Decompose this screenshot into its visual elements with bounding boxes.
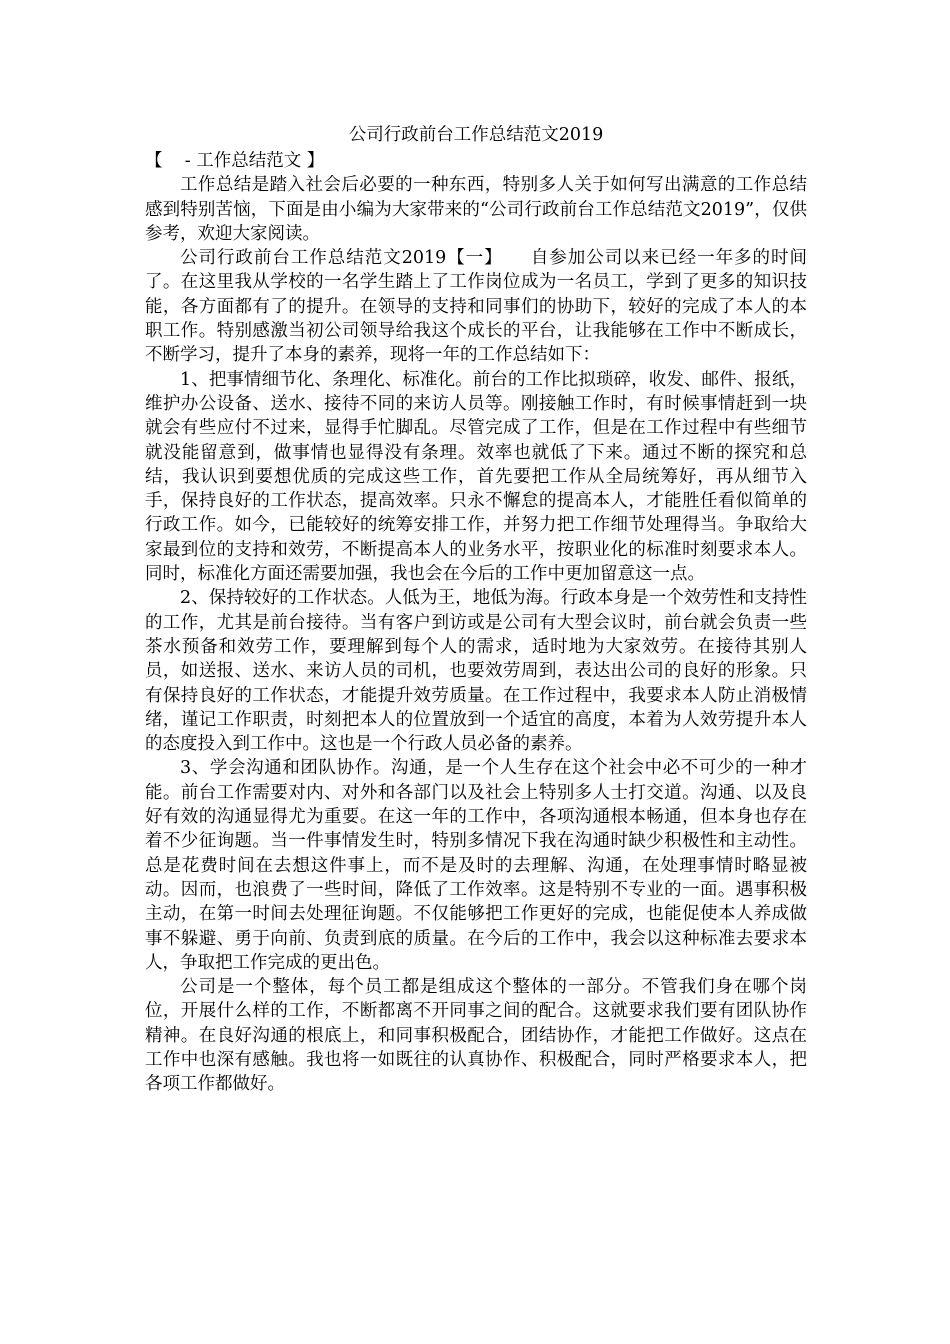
paragraph-point-2: 2、保持较好的工作状态。人低为王，地低为海。行政本身是一个效劳性和支持性的工作，尤其是前台接待。当有客户到访或是公司有大型会议时，前台就会负责一些茶水预备和效劳工作，要理解到每个人的需求，适时地为大家效劳。在接待其别人员，如送报、送水、来访人员的司机，也要效劳周到，表达出公司的良好的形象。只有保持良好的工作状态，才能提升效劳质量。在工作过程中，我要求本人防止消极情绪，谨记工作职责，时刻把本人的位置放到一个适宜的高度，本着为人效劳提升本人的态度投入到工作中。这也是一个行政人员必备的素养。 bbox=[145, 588, 807, 755]
paragraph-point-1: 1、把事情细节化、条理化、标准化。前台的工作比拟琐碎，收发、邮件、报纸，维护办公设备、送水、接待不同的来访人员等。刚接触工作时，有时候事情赶到一块就会有些应付不过来，显得手忙脚乱。尽管完成了工作，但是在工作过程中有些细节就没能留意到，做事情也显得没有条理。效率也就低了下来。通过不断的探究和总结，我认识到要想优质的完成这些工作，首先要把工作从全局统筹好，再从细节入手，保持良好的工作状态，提高效率。只永不懈怠的提高本人，才能胜任看似简单的行政工作。如今，已能较好的统筹安排工作，并努力把工作细节处理得当。争取给大家最到位的支持和效劳，不断提高本人的业务水平，按职业化的标准时刻要求本人。同时，标准化方面还需要加强，我也会在今后的工作中更加留意这一点。 bbox=[145, 369, 807, 585]
document-title: 公司行政前台工作总结范文2019 bbox=[348, 125, 604, 145]
category-tag: 【 - 工作总结范文 】 bbox=[145, 151, 325, 171]
paragraph-intro: 工作总结是踏入社会后必要的一种东西，特别多人关于如何写出满意的工作总结感到特别苦恼，下面是由小编为大家带来的“公司行政前台工作总结范文2019”，仅供参考，欢迎大家阅读。 bbox=[145, 175, 807, 244]
paragraph-point-3: 3、学会沟通和团队协作。沟通，是一个人生存在这个社会中必不可少的一种才能。前台工作需要对内、对外和各部门以及社会上特别多人士打交道。沟通、以及良好有效的沟通显得尤为重要。在这一年的工作中，各项沟通根本畅通，但本身也存在着不少征询题。当一件事情发生时，特别多情况下我在沟通时缺少积极性和主动性。总是花费时间在去想这件事上，而不是及时的去理解、沟通，在处理事情时略显被动。因而，也浪费了一些时间，降低了工作效率。这是特别不专业的一面。遇事积极主动，在第一时间去处理征询题。不仅能够把工作更好的完成，也能促使本人养成做事不躲避、勇于向前、负责到底的质量。在今后的工作中，我会以这种标准去要求本人，争取把工作完成的更出色。 bbox=[145, 758, 807, 973]
document-page bbox=[145, 122, 807, 1097]
paragraph-conclusion: 公司是一个整体，每个员工都是组成这个整体的一部分。不管我们身在哪个岗位，开展什么样的工作，不断都离不开同事之间的配合。这就要求我们要有团队协作精神。在良好沟通的根底上，和同事积极配合，团结协作，才能把工作做好。这点在工作中也深有感触。我也将一如既往的认真协作、积极配合，同时严格要求本人，把各项工作都做好。 bbox=[145, 977, 807, 1095]
paragraph-section-one: 公司行政前台工作总结范文2019【一】 自参加公司以来已经一年多的时间了。在这里我从学校的一名学生踏上了工作岗位成为一名员工，学到了更多的知识技能，各方面都有了的提升。在领导的支持和同事们的协助下，较好的完成了本人的本职工作。特别感激当初公司领导给我这个成长的平台，让我能够在工作中不断成长，不断学习，提升了本身的素养，现将一年的工作总结如下： bbox=[145, 248, 807, 366]
